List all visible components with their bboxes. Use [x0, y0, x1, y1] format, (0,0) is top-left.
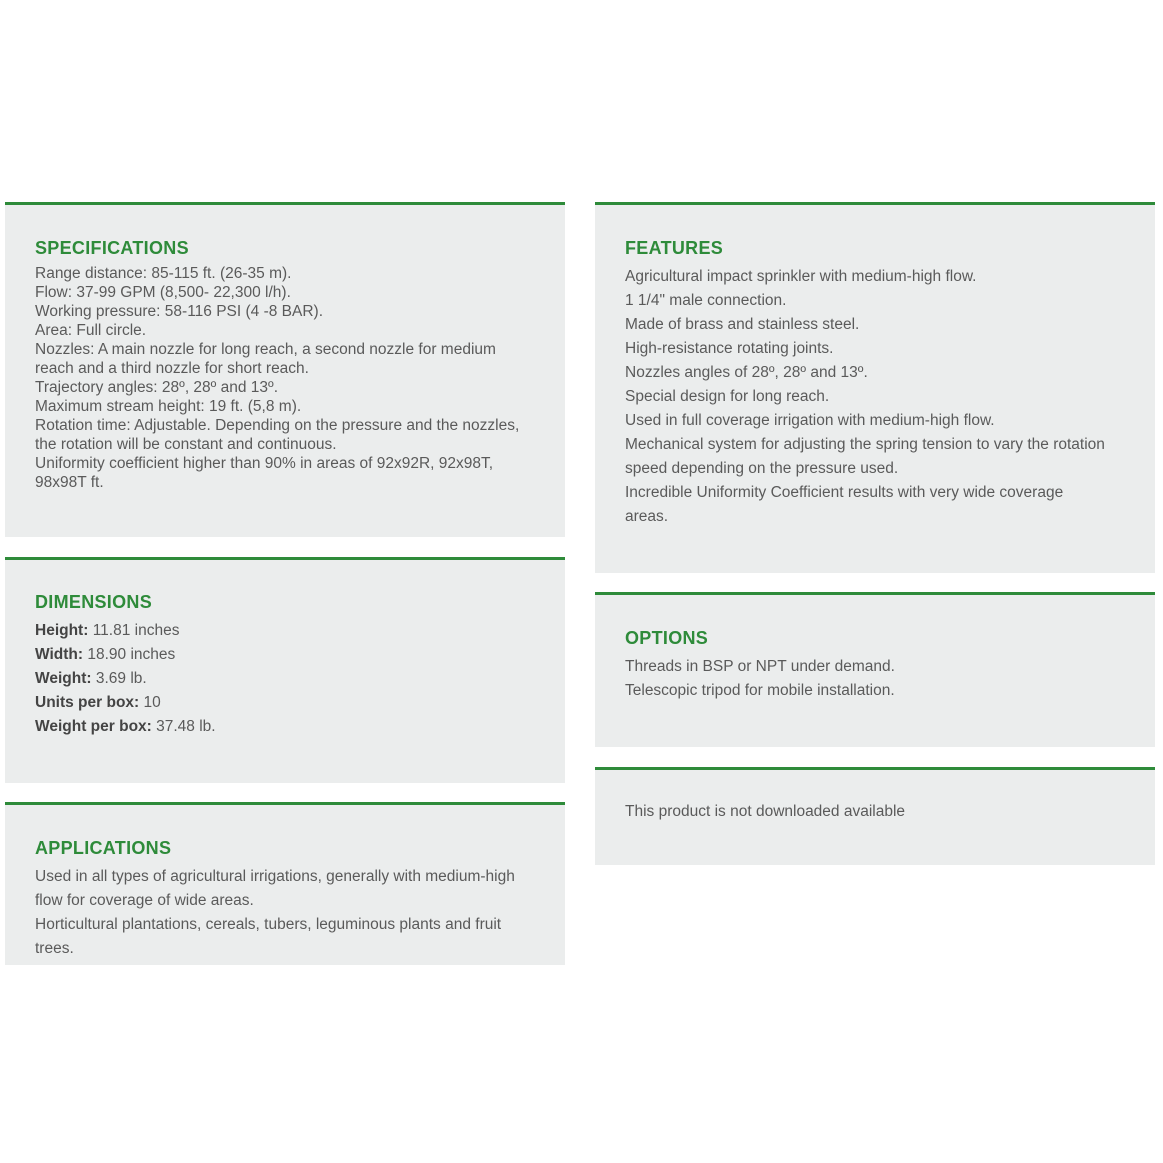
download-message: This product is not downloaded available	[625, 803, 906, 820]
dimension-value: 11.81 inches	[88, 622, 180, 639]
dimension-row-height	[35, 619, 541, 643]
spec-line: Flow: 37-99 GPM (8,500- 22,300 l/h).	[35, 284, 291, 301]
application-line: trees.	[35, 940, 74, 957]
dimension-label: Width:	[35, 646, 84, 663]
feature-line: Nozzles angles of 28º, 28º and 13º.	[625, 364, 868, 381]
dimension-label: Height:	[35, 622, 89, 639]
features-list	[625, 265, 1131, 529]
download-panel	[595, 767, 1155, 865]
applications-panel	[5, 802, 565, 965]
application-line: flow for coverage of wide areas.	[35, 892, 254, 909]
feature-line: areas.	[625, 508, 669, 525]
applications-list	[35, 865, 541, 961]
application-line: Used in all types of agricultural irrigations, generally with medium-high	[35, 868, 515, 885]
spec-line: Trajectory angles: 28º, 28º and 13º.	[35, 379, 279, 396]
spec-line: Nozzles: A main nozzle for long reach, a second nozzle for medium	[35, 341, 496, 358]
dimension-label: Weight per box:	[35, 718, 152, 735]
options-panel	[595, 592, 1155, 747]
feature-line: Mechanical system for adjusting the spring tension to vary the rotation	[625, 436, 1105, 453]
specifications-panel	[5, 202, 565, 537]
spec-line: Working pressure: 58-116 PSI (4 -8 BAR).	[35, 303, 324, 320]
spec-line: Rotation time: Adjustable. Depending on the pressure and the nozzles,	[35, 417, 520, 434]
feature-line: 1 1/4" male connection.	[625, 292, 787, 309]
dimensions-panel	[5, 557, 565, 783]
spec-line: Range distance: 85-115 ft. (26-35 m).	[35, 265, 292, 282]
dimension-row-units-per-box	[35, 691, 541, 715]
spec-line: 98x98T ft.	[35, 474, 104, 491]
dimension-value: 37.48 lb.	[151, 718, 216, 735]
feature-line: Used in full coverage irrigation with medium-high flow.	[625, 412, 995, 429]
feature-line: Agricultural impact sprinkler with medium-high flow.	[625, 268, 977, 285]
feature-line: speed depending on the pressure used.	[625, 460, 899, 477]
option-line: Telescopic tripod for mobile installation.	[625, 682, 895, 699]
dimension-row-weight	[35, 667, 541, 691]
dimension-row-width	[35, 643, 541, 667]
dimension-row-weight-per-box	[35, 715, 541, 739]
options-heading: OPTIONS	[625, 628, 709, 648]
feature-line: High-resistance rotating joints.	[625, 340, 834, 357]
specifications-list	[35, 264, 541, 492]
features-panel	[595, 202, 1155, 573]
spec-line: Maximum stream height: 19 ft. (5,8 m).	[35, 398, 302, 415]
options-list	[625, 655, 1131, 703]
dimension-value: 18.90 inches	[83, 646, 176, 663]
dimension-label: Weight:	[35, 670, 92, 687]
applications-heading: APPLICATIONS	[35, 838, 172, 858]
specifications-heading: SPECIFICATIONS	[35, 238, 189, 258]
dimension-label: Units per box:	[35, 694, 140, 711]
application-line: Horticultural plantations, cereals, tubers, leguminous plants and fruit	[35, 916, 502, 933]
feature-line: Special design for long reach.	[625, 388, 830, 405]
dimension-value: 10	[139, 694, 161, 711]
features-heading: FEATURES	[625, 238, 724, 258]
spec-line: reach and a third nozzle for short reach.	[35, 360, 309, 377]
dimensions-heading: DIMENSIONS	[35, 592, 153, 612]
spec-line: the rotation will be constant and continuous.	[35, 436, 337, 453]
spec-line: Area: Full circle.	[35, 322, 147, 339]
dimensions-list	[35, 619, 541, 739]
feature-line: Made of brass and stainless steel.	[625, 316, 860, 333]
feature-line: Incredible Uniformity Coefficient results with very wide coverage	[625, 484, 1064, 501]
option-line: Threads in BSP or NPT under demand.	[625, 658, 895, 675]
dimension-value: 3.69 lb.	[91, 670, 147, 687]
download-notice	[625, 800, 1131, 824]
spec-line: Uniformity coefficient higher than 90% in areas of 92x92R, 92x98T,	[35, 455, 494, 472]
